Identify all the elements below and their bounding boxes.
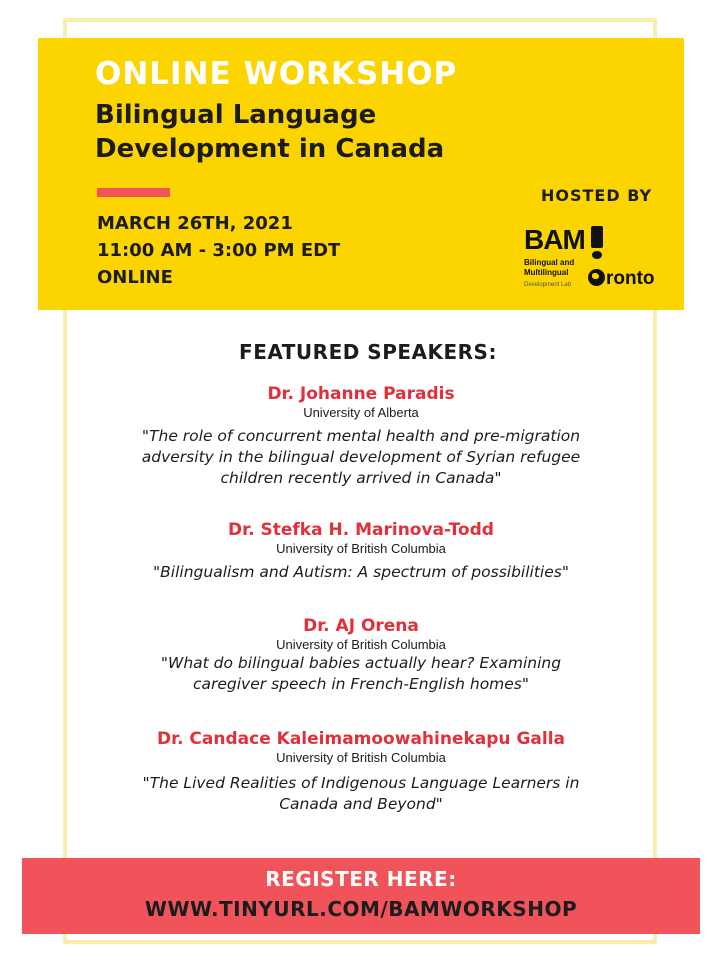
logo-lab-text: Development Lab — [524, 282, 572, 288]
speaker-affiliation: University of Alberta — [303, 405, 419, 420]
speaker-name: Dr. Candace Kaleimamoowahinekapu Galla — [156, 729, 565, 749]
register-label: REGISTER HERE: — [265, 867, 457, 891]
talk-title: "The role of concurrent mental health and pre-migration adversity in the bilingual development of Syrian refugee children recently arrived in Canada" — [141, 427, 581, 487]
exclamation-icon — [590, 226, 604, 256]
workshop-kicker: ONLINE WORKSHOP — [95, 56, 458, 92]
talk-title: "The Lived Realities of Indigenous Language Learners in Canada and Beyond" — [142, 774, 580, 813]
speaker-card — [0, 519, 720, 583]
register-banner — [22, 858, 700, 934]
title-line-2: Development in Canada — [95, 134, 445, 164]
workshop-title — [95, 98, 444, 166]
header-banner — [38, 38, 684, 310]
speaker-card — [0, 615, 720, 695]
register-link[interactable]: WWW.TINYURL.COM/BAMWORKSHOP — [144, 897, 578, 921]
speaker-affiliation: University of British Columbia — [276, 637, 446, 652]
event-time: 11:00 AM - 3:00 PM EDT — [97, 240, 341, 261]
title-line-1: Bilingual Language — [95, 100, 377, 130]
talk-title: "What do bilingual babies actually hear? Examining caregiver speech in French-English homes" — [160, 654, 562, 693]
logo-abbr: BAM — [524, 224, 585, 255]
speaker-name: Dr. Johanne Paradis — [267, 384, 455, 404]
speaker-name: Dr. AJ Orena — [303, 616, 419, 636]
logo-toronto: ronto — [588, 268, 655, 290]
hosted-by-label: HOSTED BY — [541, 186, 653, 205]
talk-title: "Bilingualism and Autism: A spectrum of possibilities" — [153, 563, 569, 581]
speaker-affiliation: University of British Columbia — [276, 541, 446, 556]
logo-subtitle: Bilingual and Multilingual — [524, 258, 575, 277]
speaker-card — [0, 728, 720, 815]
speaker-affiliation: University of British Columbia — [276, 750, 446, 765]
event-date: MARCH 26TH, 2021 — [97, 213, 293, 234]
event-details — [97, 210, 340, 291]
speaker-card — [0, 383, 720, 489]
featured-speakers-heading: FEATURED SPEAKERS: — [239, 340, 497, 364]
speaker-name: Dr. Stefka H. Marinova-Todd — [228, 520, 494, 540]
event-location: ONLINE — [97, 267, 173, 288]
bam-toronto-logo — [524, 224, 674, 296]
accent-divider — [97, 188, 170, 197]
globe-icon — [588, 269, 605, 286]
